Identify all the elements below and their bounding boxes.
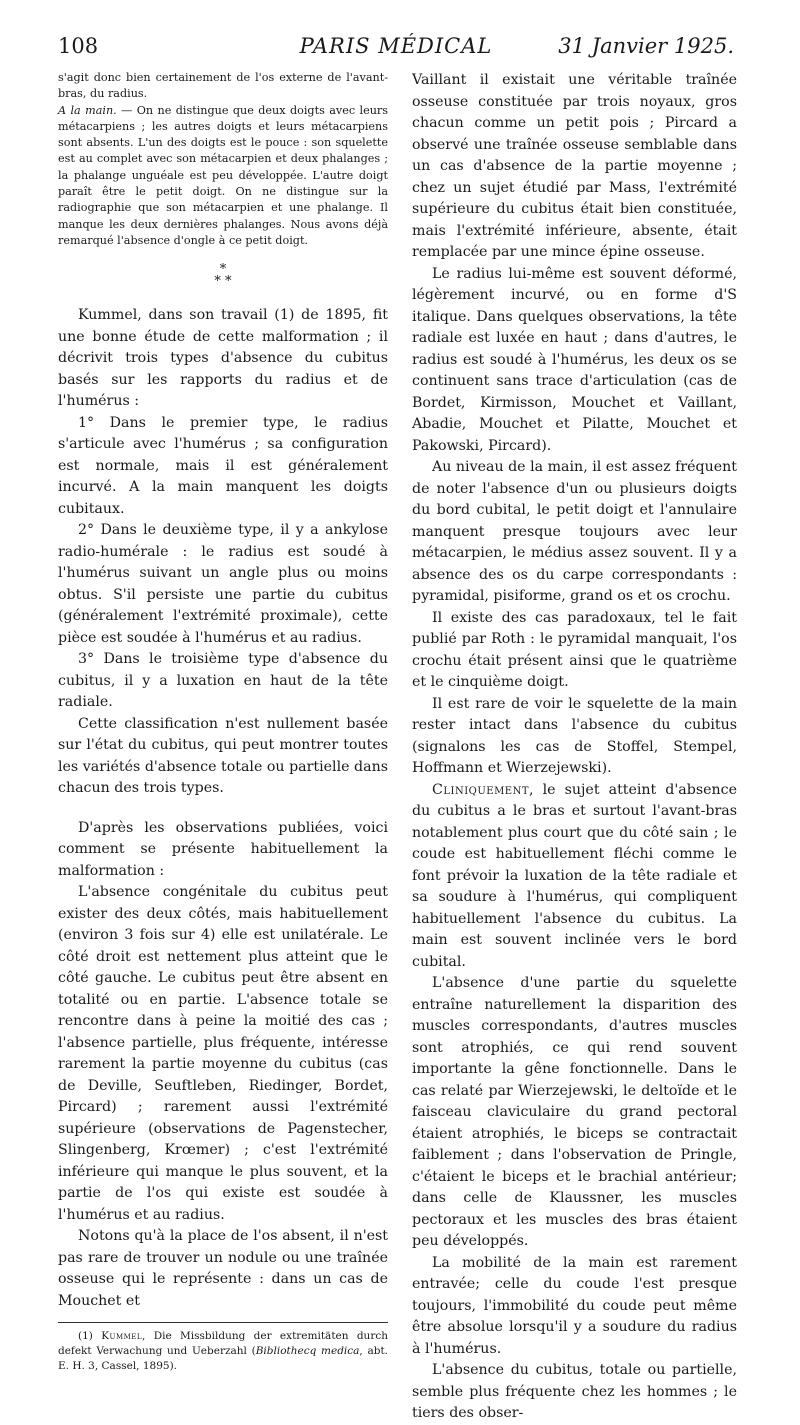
paragraph: Il existe des cas paradoxaux, tel le fait publié par Roth : le pyramidal manquait, l'os crochu était présent ainsi que le quatrième et le cinquième doigt. xyxy=(412,609,737,690)
paragraph: Il est rare de voir le squelette de la main rester intact dans l'absence du cubitus (signalons les cas de Stoffel, Stempel, Hoffmann et Wierzejewski). xyxy=(412,695,737,776)
paragraph: L'absence du cubitus, totale ou partielle, semble plus fréquente chez les hommes ; le tiers des obser- xyxy=(412,1362,737,1421)
footnote-journal: Bibliothecq medica xyxy=(255,1345,360,1358)
paragraph: Au niveau de la main, il est assez fréquent de noter l'absence d'un ou plusieurs doigts du bord cubital, le petit doigt et l'annulaire manquent presque toujours avec leur métacarpien, le médius assez souvent. Il y a absence des os du carpe correspondants : pyramidal, pisiforme, grand os et os crochu. xyxy=(412,459,737,604)
paragraph: 2° Dans le deuxième type, il y a ankylose radio-humérale : le radius est soudé à l'humérus suivant un angle plus ou moins obtus. S'il persiste une partie du cubitus (généralement l'extrémité proximale), cette pièce est soudée à l'humérus et au radius. xyxy=(58,522,388,646)
paragraph: 3° Dans le troisième type d'absence du cubitus, il y a luxation en haut de la tête radiale. xyxy=(58,651,388,711)
right-column xyxy=(412,70,737,1425)
paragraph: 1° Dans le premier type, le radius s'articule avec l'humérus ; sa configuration est normale, mais il est généralement incurvé. A la main manquent les doigts cubitaux. xyxy=(58,414,388,517)
footnote-text: , Die Missbildung der extremitäten durch defekt Verwachung und Ueberzahl ( xyxy=(58,1330,388,1358)
footnote-author: Kummel xyxy=(101,1330,143,1343)
footnote-end: , abt. E. H. 3, Cassel, 1895). xyxy=(58,1345,388,1373)
paragraph: Le radius lui-même est souvent déformé, légèrement incurvé, ou en forme d'S italique. Dans quelques observations, la tête radiale est luxée en haut ; dans d'autres, le radius est soudé à l'humérus, les deux os se continuent sans trace d'articulation (cas de Bordet, Kirmisson, Mouchet et Vaillant, Abadie, Mouchet et Pilatte, Mouchet et Pakowski, Pircard). xyxy=(412,265,737,454)
case-note-hand-paragraph xyxy=(58,103,388,250)
paragraph: Notons qu'à la place de l'os absent, il n'est pas rare de trouver un nodule ou une traînée osseuse qui le représente : dans un cas de Mouchet et xyxy=(58,1228,388,1309)
spacer xyxy=(58,800,388,818)
running-header xyxy=(58,34,734,64)
journal-title: PARIS MÉDICAL xyxy=(299,34,493,58)
case-note-paragraph: s'agit donc bien certainement de l'os externe de l'avant-bras, du radius. xyxy=(58,71,388,101)
footnote-rule xyxy=(58,1322,388,1323)
page-number: 108 xyxy=(58,34,99,58)
issue-date: 31 Janvier 1925. xyxy=(558,34,734,58)
asterism-bottom: * * xyxy=(214,274,232,290)
paragraph: L'absence congénitale du cubitus peut exister des deux côtés, mais habituellement (environ 3 fois sur 4) elle est unilatérale. Le côté droit est nettement plus atteint que le côté gauche. Le cubitus peut être absent en totalité ou en partie. L'absence totale se rencontre dans à peine la moitié des cas ; l'absence partielle, plus fréquente, intéresse rarement la partie moyenne du cubitus (cas de Deville, Seuftleben, Riedinger, Bordet, Pircard) ; rarement aussi l'extrémité supérieure (observations de Pagenstecher, Slingenberg, Krœmer) ; c'est l'extrémité inférieure qui manque le plus souvent, et la partie de l'os qui existe est soudée à l'humérus et au radius. xyxy=(58,884,388,1223)
paragraph: Vaillant il existait une véritable traînée osseuse constituée par trois noyaux, gros chacun comme un petit pois ; Pircard a observé une traînée osseuse semblable dans un cas d'absence de la partie moyenne ; chez un sujet étudié par Mass, l'extrémité supérieure du cubitus était bien constituée, mais l'extrémité inférieure, absente, était remplacée par une mince épine osseuse. xyxy=(412,72,737,260)
paragraph: Cette classification n'est nullement basée sur l'état du cubitus, qui peut montrer toutes les variétés d'absence totale ou partielle dans chacun des trois types. xyxy=(58,715,388,797)
left-column xyxy=(58,70,388,1374)
case-note-hand-lead: A la main. xyxy=(58,103,117,117)
paragraph xyxy=(412,780,737,974)
section-separator-asterism xyxy=(58,264,388,288)
paragraph: La mobilité de la main est rarement entravée; celle du coude l'est presque toujours, l'immobilité du coude peut même être absolue lorsqu'il y a soudure du radius à l'humérus. xyxy=(412,1254,737,1357)
case-note xyxy=(58,70,388,249)
footnote-marker: (1) xyxy=(78,1330,102,1343)
clinical-lead: Cliniquement xyxy=(432,781,530,798)
paragraph: Kummel, dans son travail (1) de 1895, fit une bonne étude de cette malformation ; il décrivit trois types d'absence du cubitus basés sur les rapports du radius et de l'humérus : xyxy=(58,307,388,410)
paragraph: D'après les observations publiées, voici comment se présente habituellement la malformation : xyxy=(58,819,388,879)
clinical-text: , le sujet atteint d'absence du cubitus a le bras et surtout l'avant-bras notablement plus court que du côté sain ; le coude est habituellement fléchi comme le font prévoir la luxation de la tête radiale et sa soudure à l'humérus, qui compliquent habituellement l'absence du cubitus. La main est souvent inclinée vers le bord cubital. xyxy=(412,781,737,970)
footnote xyxy=(58,1329,388,1374)
paragraph: L'absence d'une partie du squelette entraîne naturellement la disparition des muscles correspondants, d'autres muscles sont atrophiés, ce qui rend souvent importante la gêne fonctionnelle. Dans le cas relaté par Wierzejewski, le deltoïde et le faisceau claviculaire du grand pectoral étaient atrophiés, le biceps se contractait faiblement ; dans l'observation de Pringle, c'étaient le biceps et le brachial antérieur; dans celle de Klaussner, les muscles pectoraux et les muscles des bras étaient peu développés. xyxy=(412,975,737,1249)
asterism-top: * xyxy=(219,262,227,278)
case-note-hand-text: — On ne distingue que deux doigts avec leurs métacarpiens ; les autres doigts et leurs métacarpiens sont absents. L'un des doigts est le pouce : son squelette est au complet avec son métacarpien et deux phalanges ; la phalange unguéale est peu développée. L'autre doigt paraît être le petit doigt. On ne distingue sur la radiographie que son métacarpien et une phalange. Il manque les deux dernières phalanges. Nous avons déjà remarqué l'absence d'ongle à ce petit doigt. xyxy=(58,103,389,247)
